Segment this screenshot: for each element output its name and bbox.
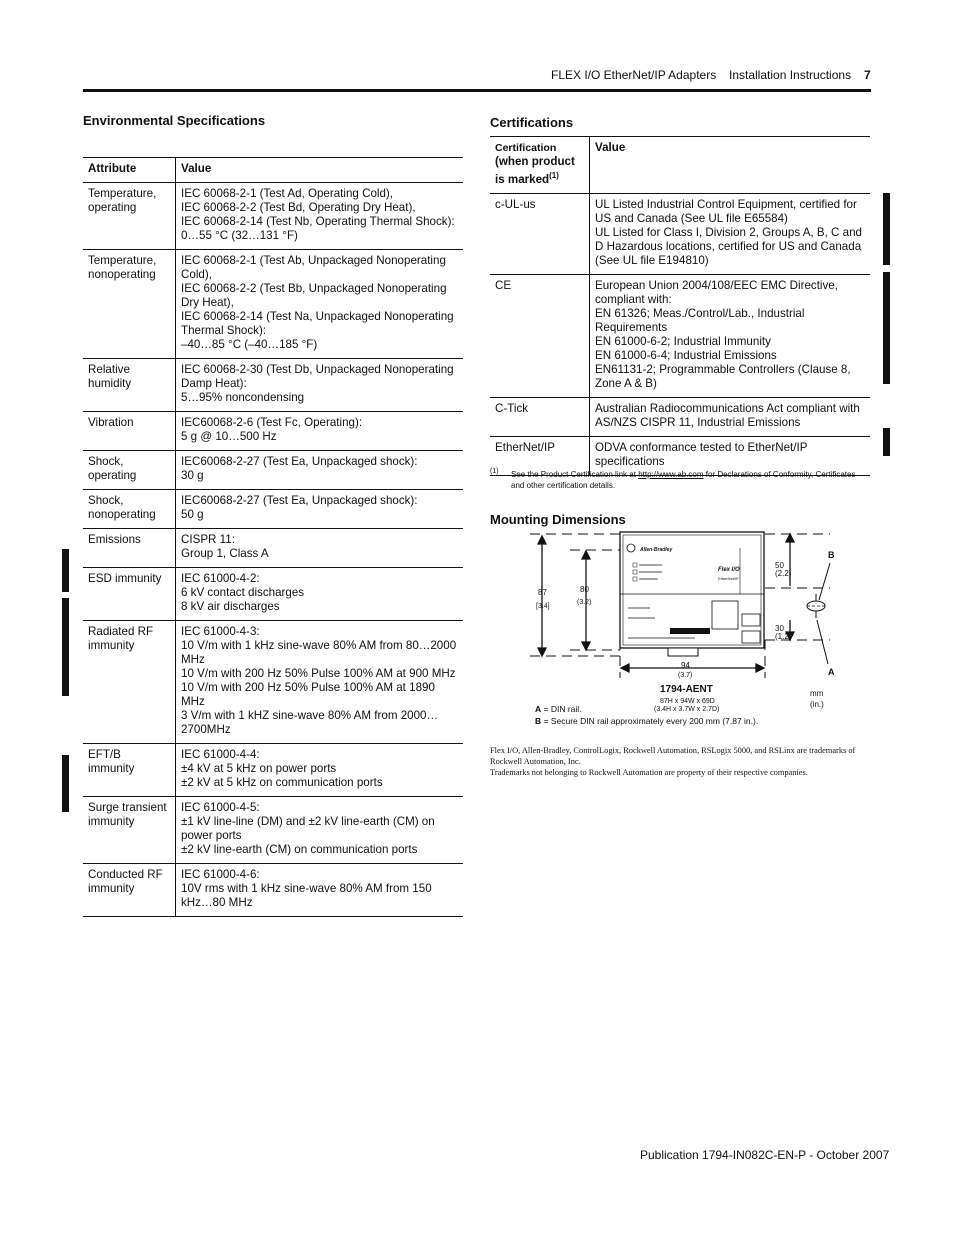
env-value-line: IEC60068-2-27 (Test Ea, Unpackaged shock): [181, 494, 418, 507]
dim-87-inch-label: [3.4] [536, 603, 550, 610]
device-model-label: EtherNet/IP [718, 576, 739, 581]
env-table-row [83, 797, 463, 864]
env-table-row [83, 359, 463, 412]
env-attribute-cell: Conducted RF immunity [83, 864, 176, 917]
change-bar [883, 428, 890, 456]
cert-col-cert-b: (when product is marked [495, 155, 575, 186]
env-value-line: ±2 kV line-earth (CM) on communication ports [181, 843, 418, 856]
env-table-row [83, 183, 463, 250]
env-table-body [83, 183, 463, 917]
env-value-cell [176, 568, 464, 621]
cert-table-row [490, 274, 870, 397]
change-bar [62, 755, 69, 812]
size-mm-label: 87H x 94W x 69D [660, 698, 715, 705]
dim-50-label: 50 [775, 561, 784, 570]
env-value-cell [176, 490, 464, 529]
legend-a-text: = DIN rail. [541, 704, 582, 714]
env-col-attribute: Attribute [83, 158, 176, 183]
env-value-cell [176, 359, 464, 412]
label-a: A [828, 667, 835, 677]
env-table-row [83, 250, 463, 359]
cert-value-line: EN 61000-6-4; Industrial Emissions [595, 348, 777, 362]
cert-footnote [511, 469, 871, 491]
legend-a-key: A [535, 704, 542, 714]
env-table-row [83, 412, 463, 451]
footnote-text-b: for Declarations of Conformity, Certificates and other certification details. [511, 470, 856, 490]
env-attribute-cell: Surge transient immunity [83, 797, 176, 864]
env-attribute-cell: Temperature, nonoperating [83, 250, 176, 359]
env-col-value: Value [181, 162, 212, 175]
cert-table-row [490, 193, 870, 274]
env-value-cell [176, 529, 464, 568]
legend-b [535, 715, 758, 727]
legend-a [535, 703, 758, 715]
cert-name-cell: c-UL-us [490, 193, 590, 274]
device-brand-label: Allen-Bradley [640, 547, 673, 553]
env-table-row [83, 864, 463, 917]
cert-name-cell: CE [490, 274, 590, 397]
unit-mm-label: mm [810, 689, 824, 698]
dim-50-inch-label: (2.2) [775, 569, 792, 578]
trademark-line-1: Flex I/O, Allen-Bradley, ControlLogix, Rockwell Automation, RSLogix 5000, and RSLinx are trademarks of Rockwell Automation, Inc. [490, 746, 856, 766]
env-value-line: 10V rms with 1 kHz sine-wave 80% AM from 150 kHz…80 MHz [181, 882, 432, 909]
cert-value-cell [590, 274, 871, 397]
env-table-row [83, 451, 463, 490]
env-value-line: IEC60068-2-27 (Test Ea, Unpackaged shock): [181, 455, 418, 468]
cert-col-certification [490, 137, 590, 194]
env-value-cell [176, 412, 464, 451]
env-value-cell [176, 864, 464, 917]
header-doc-title: FLEX I/O EtherNet/IP Adapters [551, 68, 717, 82]
env-value-line: 50 g [181, 508, 204, 521]
cert-value-line: UL Listed for Class I, Division 2, Groups A, B, C and D Hazardous locations, certified for US and Canada (See UL file E194810) [595, 225, 862, 267]
env-spec-table [83, 157, 463, 917]
env-attribute-cell: Vibration [83, 412, 176, 451]
env-value-line: IEC 60068-2-14 (Test Na, Unpackaged Nonoperating Thermal Shock): [181, 310, 454, 337]
change-bar [883, 193, 890, 265]
legend-b-key: B [535, 716, 542, 726]
env-value-line: IEC 60068-2-14 (Test Nb, Operating Thermal Shock): [181, 215, 455, 228]
env-value-cell [176, 250, 464, 359]
env-value-line: 10 V/m with 200 Hz 50% Pulse 100% AM at 900 MHz [181, 667, 456, 680]
cert-col-cert-a: Certification [495, 142, 557, 154]
change-bar [62, 598, 69, 696]
cert-section-title: Certifications [490, 115, 574, 130]
env-value-line: 3 V/m with 1 kHZ sine-wave 80% AM from 2000…2700MHz [181, 709, 439, 736]
trademark-notice [490, 745, 870, 778]
env-attribute-cell: Temperature, operating [83, 183, 176, 250]
cert-name-cell: EtherNet/IP [490, 436, 590, 475]
env-value-line: IEC 60068-2-2 (Test Bd, Operating Dry Heat), [181, 201, 416, 214]
change-bar [62, 549, 69, 592]
env-value-line: IEC 60068-2-1 (Test Ab, Unpackaged Nonoperating Cold), [181, 254, 446, 281]
dim-80-label: 80 [580, 585, 589, 594]
env-value-line: 8 kV air discharges [181, 600, 280, 613]
dim-94-inch-label: (3.7) [678, 672, 693, 679]
legend-b-text: = Secure DIN rail approximately every 200 mm (7.87 in.). [541, 716, 759, 726]
env-value-cell [176, 797, 464, 864]
env-table-header-row [83, 158, 463, 183]
footnote-text-a: See the Product Certification link at [511, 470, 639, 479]
dim-80-inch-label: (3.2) [577, 599, 592, 606]
footnote-link[interactable]: http://www.ab.com [638, 470, 704, 479]
env-value-line: Group 1, Class A [181, 547, 269, 560]
size-inch-label: (3.4H x 3.7W x 2.7D) [654, 706, 720, 713]
env-table-row [83, 490, 463, 529]
cert-value-cell [590, 397, 871, 436]
env-value-line: ±4 kV at 5 kHz on power ports [181, 762, 337, 775]
mounting-legend [535, 703, 758, 727]
dim-94-label: 94 [681, 661, 690, 670]
env-value-line: 6 kV contact discharges [181, 586, 305, 599]
env-attribute-cell: Emissions [83, 529, 176, 568]
dim-30-label: 30 [775, 624, 784, 633]
env-value-line: IEC 60068-2-30 (Test Db, Unpackaged Nonoperating Damp Heat): [181, 363, 454, 390]
env-value-line: IEC 61000-4-6: [181, 868, 260, 881]
env-value-cell [176, 744, 464, 797]
footnote-mark: (1) [490, 468, 499, 475]
publication-footer: Publication 1794-IN082C-EN-P - October 2007 [640, 1148, 890, 1162]
cert-col-cert-sup: (1) [549, 171, 559, 180]
cert-table-header-row [490, 137, 870, 194]
env-attribute-cell: Shock, nonoperating [83, 490, 176, 529]
env-value-line: IEC 61000-4-3: [181, 625, 260, 638]
env-value-line: IEC 61000-4-4: [181, 748, 260, 761]
env-value-line: IEC 61000-4-5: [181, 801, 260, 814]
env-value-line: IEC 60068-2-1 (Test Ad, Operating Cold), [181, 187, 394, 200]
env-value-line: ±2 kV at 5 kHz on communication ports [181, 776, 383, 789]
cert-col-value: Value [595, 141, 626, 154]
env-table-row [83, 621, 463, 744]
cert-table-body [490, 193, 870, 475]
mounting-section-title: Mounting Dimensions [490, 512, 626, 527]
env-attribute-cell: ESD immunity [83, 568, 176, 621]
cert-value-line: EN 61000-6-2; Industrial Immunity [595, 334, 771, 348]
cert-value-line: EN 61326; Meas./Control/Lab., Industrial Requirements [595, 306, 805, 334]
header-doc-type: Installation Instructions [729, 68, 852, 82]
change-bar [883, 272, 890, 384]
env-table-row [83, 744, 463, 797]
env-value-line: 10 V/m with 1 kHz sine-wave 80% AM from 80…2000 MHz [181, 639, 457, 666]
env-value-line: 30 g [181, 469, 204, 482]
env-value-line: 5…95% noncondensing [181, 391, 305, 404]
mounting-diagram [490, 528, 870, 728]
page-number: 7 [864, 68, 871, 82]
cert-table-wrapper [490, 136, 870, 476]
header-rule [83, 89, 871, 92]
device-product-label: Flex I/O [718, 567, 740, 573]
env-section-title: Environmental Specifications [83, 113, 266, 128]
env-attribute-cell: Radiated RF immunity [83, 621, 176, 744]
env-table-row [83, 529, 463, 568]
env-value-line: –40…85 °C (–40…185 °F) [181, 338, 318, 351]
unit-in-label: (in.) [810, 700, 824, 709]
model-label: 1794-AENT [660, 684, 713, 695]
env-attribute-cell: Shock, operating [83, 451, 176, 490]
cert-value-line: UL Listed Industrial Control Equipment, certified for US and Canada (See UL file E65584) [595, 197, 857, 225]
env-attribute-cell: EFT/B immunity [83, 744, 176, 797]
env-value-line: CISPR 11: [181, 533, 235, 546]
cert-value-cell [590, 193, 871, 274]
env-value-line: 10 V/m with 200 Hz 50% Pulse 100% AM at 1890 MHz [181, 681, 435, 708]
trademark-line-2: Trademarks not belonging to Rockwell Automation are property of their respective companies. [490, 768, 808, 777]
env-value-line: IEC60068-2-6 (Test Fc, Operating): [181, 416, 363, 429]
cert-value-line: European Union 2004/108/EEC EMC Directive, compliant with: [595, 278, 838, 306]
cert-value-line: Australian Radiocommunications Act compliant with AS/NZS CISPR 11, Industrial Emissions [595, 401, 860, 429]
cert-name-cell: C-Tick [490, 397, 590, 436]
cert-table [490, 136, 870, 476]
env-value-line: IEC 61000-4-2: [181, 572, 260, 585]
dim-30-inch-label: (1.2) [775, 632, 792, 641]
env-value-cell [176, 183, 464, 250]
env-value-line: ±1 kV line-line (DM) and ±2 kV line-earth (CM) on power ports [181, 815, 435, 842]
env-value-line: IEC 60068-2-2 (Test Bb, Unpackaged Nonoperating Dry Heat), [181, 282, 447, 309]
cert-table-row [490, 397, 870, 436]
env-table-row [83, 568, 463, 621]
env-attribute-cell: Relative humidity [83, 359, 176, 412]
label-b: B [828, 550, 835, 560]
cert-value-line: ODVA conformance tested to EtherNet/IP specifications [595, 440, 808, 468]
cert-value-line: EN61131-2; Programmable Controllers (Clause 8, Zone A & B) [595, 362, 851, 390]
dim-87-label: 87 [538, 588, 547, 597]
env-value-cell [176, 451, 464, 490]
env-value-cell [176, 621, 464, 744]
env-value-line: 5 g @ 10…500 Hz [181, 430, 277, 443]
env-value-line: 0…55 °C (32…131 °F) [181, 229, 298, 242]
env-table-wrapper [83, 157, 463, 917]
